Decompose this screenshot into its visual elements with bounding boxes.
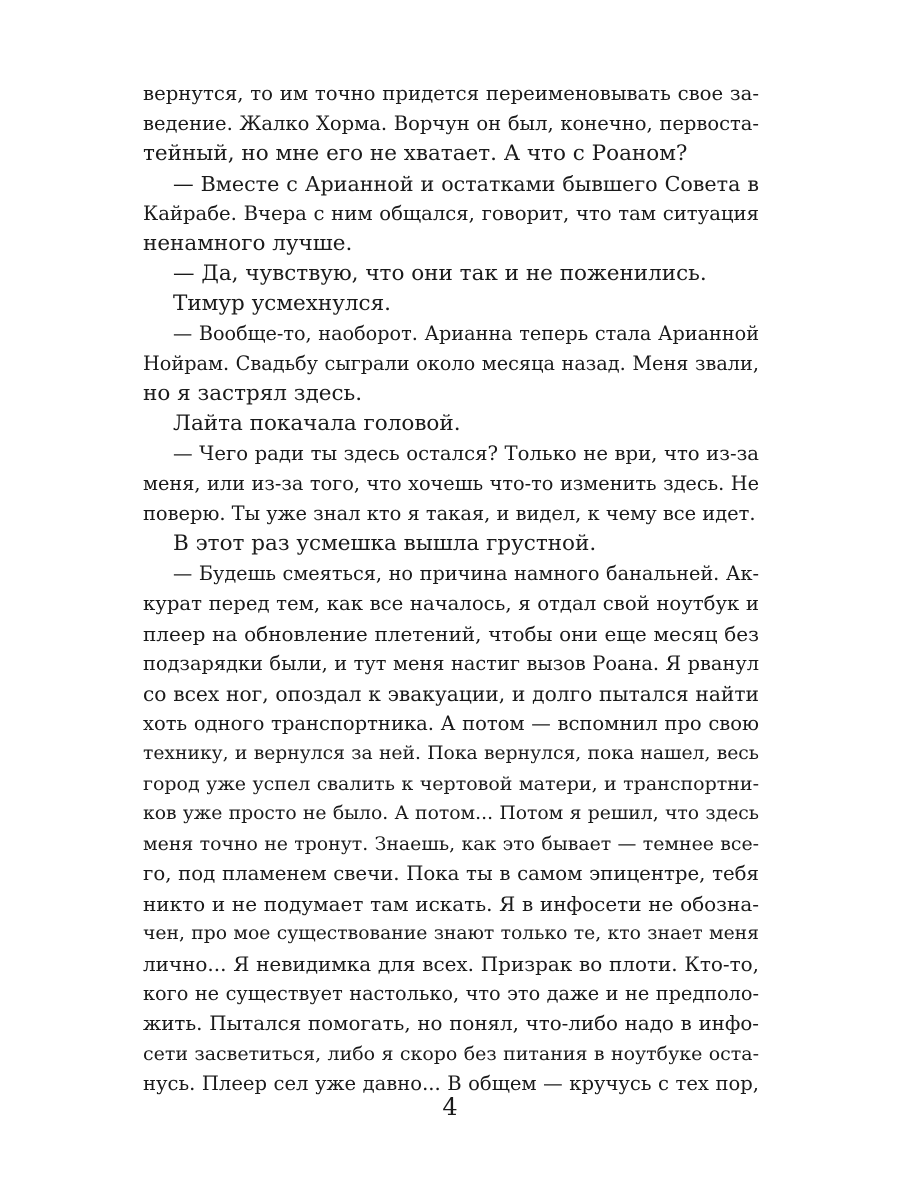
text-line: ков уже просто не было. А потом... Потом я решил, что здесь [143,803,759,824]
text-line: — Будешь смеяться, но причина намного банальней. Ак- [173,562,759,585]
text-line: меня, или из-за того, что хочешь что-то изменить здесь. Не [143,472,759,495]
text-line: сети засветиться, либо я скоро без питания в ноутбуке оста- [143,1043,759,1065]
body-text [143,79,759,1099]
text-line: жить. Пытался помогать, но понял, что-либо надо в инфо- [143,1012,759,1035]
text-line: лично... Я невидимка для всех. Призрак во плоти. Кто-то, [143,952,759,976]
text-line: курат перед тем, как все началось, я отдал свой ноутбук и [143,592,759,615]
text-line: поверю. Ты уже знал кто я такая, и видел, к чему все идет. [143,502,756,525]
text-line: — Да, чувствую, что они так и не поженились. [173,261,707,286]
text-line: чен, про мое существование знают только те, кто знает меня [143,923,759,944]
text-line: го, под пламенем свечи. Пока ты в самом эпицентре, тебя [143,862,759,885]
text-line: Тимур усмехнулся. [173,291,391,316]
text-line: вернутся, то им точно придется переименовывать свое за- [143,82,759,105]
text-line: хоть одного транспортника. А потом — вспомнил про свою [143,712,759,735]
page-number: 4 [442,1093,458,1121]
text-line: — Вместе с Арианной и остатками бывшего Совета в [173,172,759,196]
text-line: Нойрам. Свадьбу сыграли около месяца назад. Меня звали, [143,352,759,375]
text-line: никто и не подумает там искать. Я в инфосети не обозна- [143,892,759,916]
text-line: технику, и вернулся за ней. Пока вернулся, пока нашел, весь [143,743,759,764]
text-line: В этот раз усмешка вышла грустной. [173,531,597,556]
text-line: — Чего ради ты здесь остался? Только не ври, что из-за [173,442,759,465]
text-line: тейный, но мне его не хватает. А что с Роаном? [143,141,688,166]
text-line: со всех ног, опоздал к эвакуации, и долго пытался найти [143,682,759,706]
text-line: подзарядки были, и тут меня настиг вызов Роана. Я рванул [143,652,759,675]
text-line: меня точно не тронут. Знаешь, как это бывает — темнее все- [143,833,759,855]
text-line: Кайрабе. Вчера с ним общался, говорит, что там ситуация [143,202,759,225]
text-line: нусь. Плеер сел уже давно... В общем — кручусь с тех пор, [143,1072,759,1095]
text-line: плеер на обновление плетений, чтобы они еще месяц без [143,622,759,646]
text-line: ненамного лучше. [143,231,353,256]
text-line: город уже успел свалить к чертовой матери, и транспортни- [143,773,759,795]
text-line: но я застрял здесь. [143,381,363,406]
text-line: Лайта покачала головой. [173,411,461,436]
text-line: — Вообще-то, наоборот. Арианна теперь стала Арианной [173,322,759,345]
text-line: кого не существует настолько, что это даже и не предполо- [143,982,759,1005]
text-line: ведение. Жалко Хорма. Ворчун он был, конечно, первоста- [143,112,759,135]
